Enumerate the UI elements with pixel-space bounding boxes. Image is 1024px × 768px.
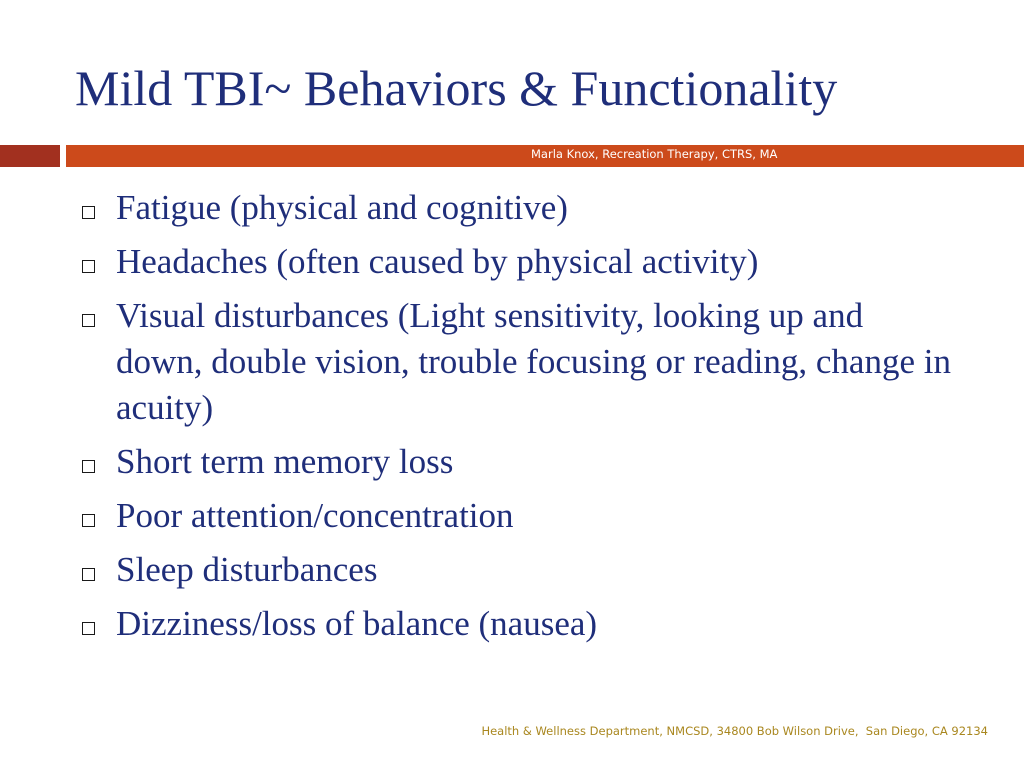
presenter-subtitle: Marla Knox, Recreation Therapy, CTRS, MA xyxy=(531,147,778,161)
bullet-text: Poor attention/concentration xyxy=(116,496,514,535)
bullet-text: Headaches (often caused by physical activity) xyxy=(116,242,759,281)
bullet-item xyxy=(78,439,958,485)
slide-title: Mild TBI~ Behaviors & Functionality xyxy=(75,60,838,116)
square-bullet-icon xyxy=(82,622,95,635)
square-bullet-icon xyxy=(82,460,95,473)
bullet-text: Dizziness/loss of balance (nausea) xyxy=(116,604,598,643)
bullet-text: Short term memory loss xyxy=(116,442,454,481)
bullet-item xyxy=(78,293,958,431)
square-bullet-icon xyxy=(82,314,95,327)
accent-bar-left xyxy=(0,145,60,167)
bullet-item xyxy=(78,547,958,593)
square-bullet-icon xyxy=(82,514,95,527)
square-bullet-icon xyxy=(82,206,95,219)
square-bullet-icon xyxy=(82,568,95,581)
bullet-item xyxy=(78,493,958,539)
bullet-list xyxy=(78,185,958,655)
bullet-item xyxy=(78,239,958,285)
square-bullet-icon xyxy=(82,260,95,273)
footer-address: Health & Wellness Department, NMCSD, 34800 Bob Wilson Drive, San Diego, CA 92134 xyxy=(481,724,988,738)
bullet-text: Fatigue (physical and cognitive) xyxy=(116,188,568,227)
bullet-text: Sleep disturbances xyxy=(116,550,378,589)
bullet-item xyxy=(78,185,958,231)
bullet-text: Visual disturbances (Light sensitivity, looking up and down, double vision, trouble focusing or reading, change in acuity) xyxy=(116,296,951,427)
bullet-item xyxy=(78,601,958,647)
